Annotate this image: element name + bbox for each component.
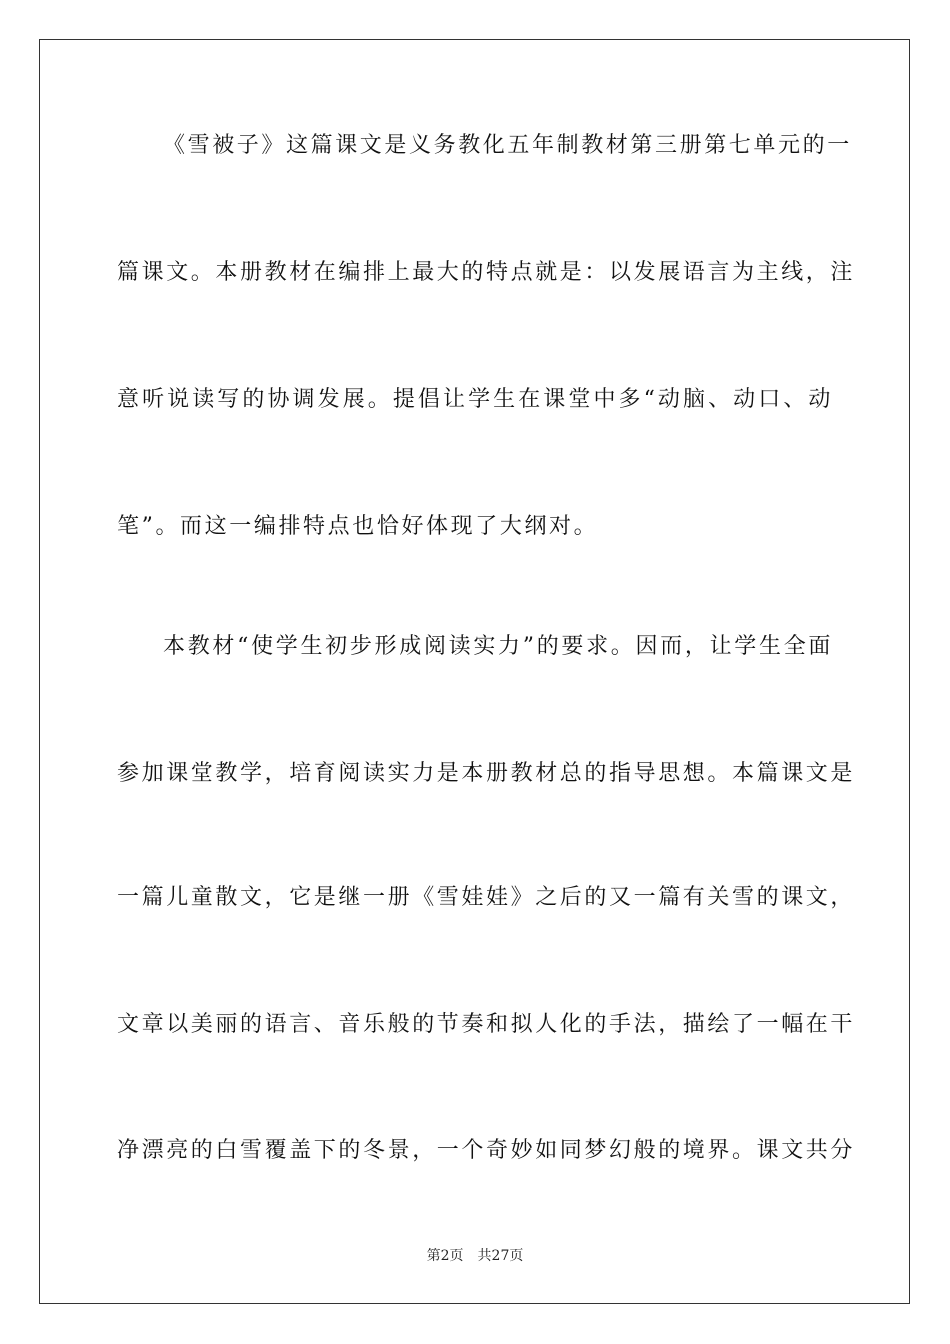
paragraph-2-line-2: 参加课堂教学，培育阅读实力是本册教材总的指导思想。本篇课文是 [117,761,856,786]
paragraph-2-line-3: 一篇儿童散文，它是继一册《雪娃娃》之后的又一篇有关雪的课文， [117,885,856,910]
paragraph-1-line-4: 笔”。而这一编排特点也恰好体现了大纲对。 [117,514,599,539]
paragraph-1-line-2: 篇课文。本册教材在编排上最大的特点就是：以发展语言为主线，注 [117,260,856,285]
total-pages: 共27页 [477,1248,524,1264]
paragraph-2-line-4: 文章以美丽的语言、音乐般的节奏和拟人化的手法，描绘了一幅在干 [117,1012,856,1037]
page-footer [0,1246,950,1266]
paragraph-2-line-1: 本教材“使学生初步形成阅读实力”的要求。因而，让学生全面 [163,634,833,659]
paragraph-2-line-5: 净漂亮的白雪覆盖下的冬景，一个奇妙如同梦幻般的境界。课文共分 [117,1138,856,1163]
page-number: 第2页 [426,1248,464,1264]
paragraph-1-line-3: 意听说读写的协调发展。提倡让学生在课堂中多“动脑、动口、动 [117,387,833,412]
paragraph-1-line-1: 《雪被子》这篇课文是义务教化五年制教材第三册第七单元的一 [163,133,852,158]
page-border [39,39,910,1304]
